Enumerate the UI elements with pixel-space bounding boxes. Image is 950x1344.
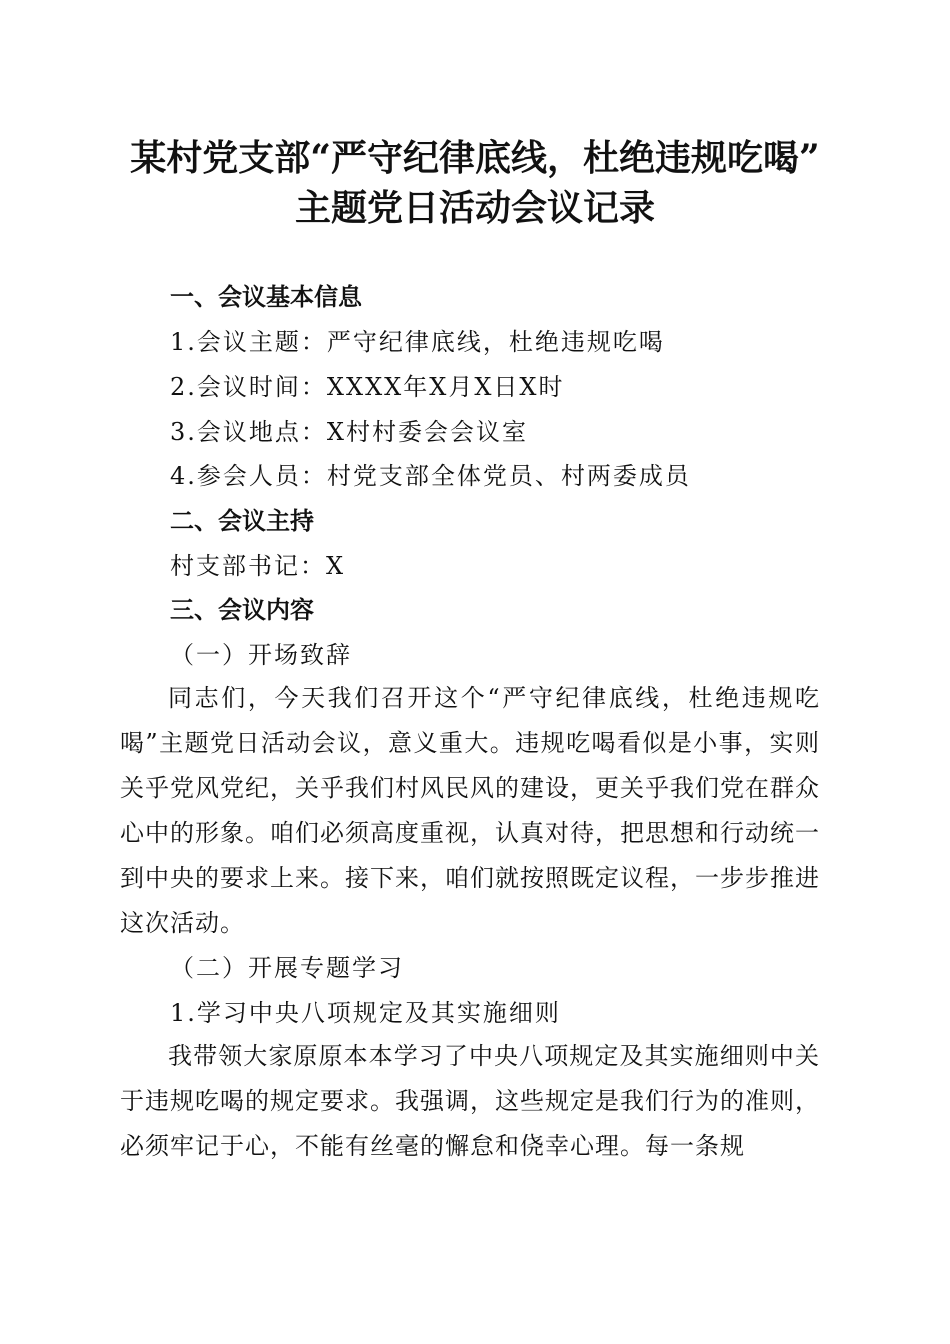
meeting-topic: 1.会议主题：严守纪律底线，杜绝违规吃喝: [170, 328, 665, 356]
section1-heading: 一、会议基本信息: [170, 283, 362, 311]
section2-heading: 二、会议主持: [170, 507, 314, 535]
subsection-opening-heading: （一）开场致辞: [170, 641, 352, 669]
meeting-attendees: 4.参会人员：村党支部全体党员、村两委成员: [170, 462, 691, 490]
document-title-line1: 某村党支部“严守纪律底线，杜绝违规吃喝”: [130, 137, 820, 179]
meeting-time: 2.会议时间：XXXX年X月X日X时: [170, 373, 565, 401]
meeting-host: 村支部书记：X: [170, 552, 346, 580]
opening-speech-paragraph: 同志们，今天我们召开这个“严守纪律底线，杜绝违规吃喝”主题党日活动会议，意义重大。违规吃喝看似是小事，实则关乎党风党纪，关乎我们村风民风的建设，更关乎我们党在群众心中的形象。咱们必须高度重视，认真对待，把思想和行动统一到中央的要求上来。接下来，咱们就按照既定议程，一步步推进这次活动。: [120, 684, 820, 937]
document-title-line2: 主题党日活动会议记录: [294, 187, 655, 229]
study-paragraph: 我带领大家原原本本学习了中央八项规定及其实施细则中关于违规吃喝的规定要求。我强调，这些规定是我们行为的准则，必须牢记于心，不能有丝毫的懈怠和侥幸心理。每一条规: [120, 1042, 820, 1160]
meeting-location: 3.会议地点：X村村委会会议室: [170, 418, 528, 446]
section3-heading: 三、会议内容: [170, 596, 314, 624]
subsection-study-heading: （二）开展专题学习: [170, 954, 404, 982]
study-item-1: 1.学习中央八项规定及其实施细则: [170, 999, 561, 1027]
